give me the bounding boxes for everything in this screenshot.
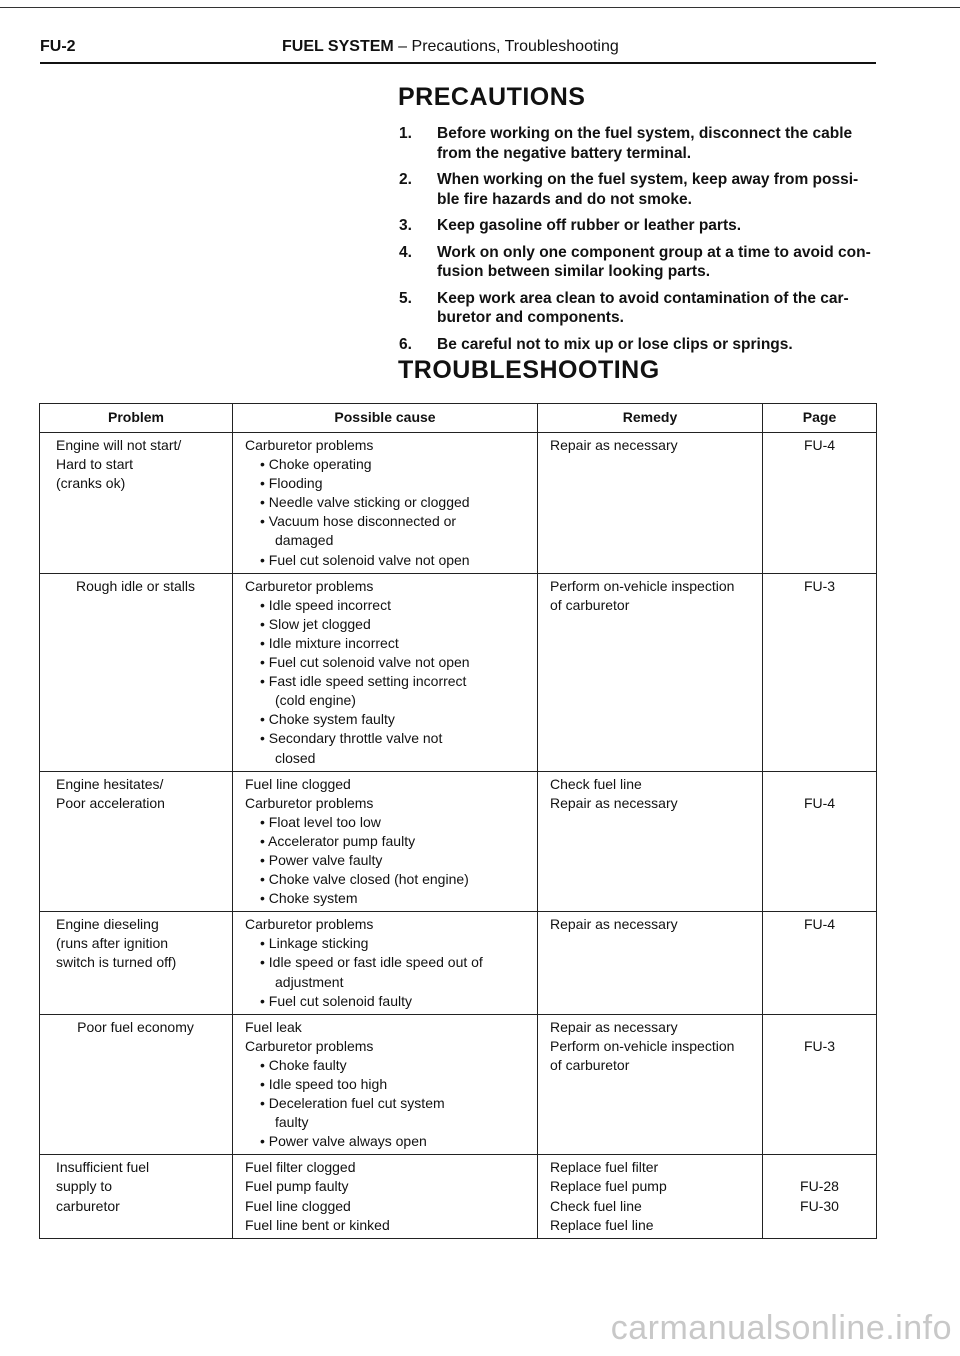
problem-text: Hard to start [56, 456, 134, 473]
problem-text: Poor acceleration [56, 794, 165, 811]
table-row [40, 1014, 877, 1155]
top-rule [0, 7, 960, 8]
problem-text: (runs after ignition [56, 935, 169, 952]
cause-text: • Idle mixture incorrect [260, 634, 399, 651]
problem-text: Insufficient fuel [56, 1159, 150, 1176]
cause-text: • Choke system faulty [260, 711, 395, 728]
table-row [40, 433, 877, 574]
troubleshooting-table [39, 403, 877, 1239]
problem-cell [40, 433, 233, 574]
page-cell [763, 771, 877, 912]
cause-text: • Choke faulty [260, 1056, 347, 1073]
cause-cell [233, 433, 538, 574]
remedy-cell [538, 1155, 763, 1238]
remedy-text: Check fuel line [550, 1197, 642, 1214]
remedy-text: Repair as necessary [550, 437, 678, 453]
table-row [40, 573, 877, 771]
cause-cell [233, 771, 538, 912]
page-cell [763, 1155, 877, 1238]
page-reference: FU-3 [803, 1037, 836, 1054]
cause-text: closed [275, 749, 316, 766]
page-reference: FU-4 [803, 794, 836, 811]
column-header-cause: Possible cause [233, 404, 538, 433]
table-body [40, 433, 877, 1239]
problem-text: Engine will not start/ [56, 437, 182, 453]
remedy-text: Replace fuel pump [550, 1178, 667, 1195]
cause-text: • Linkage sticking [260, 935, 369, 952]
precaution-number: 6. [399, 335, 412, 353]
table-row [40, 1155, 877, 1238]
problem-cell [40, 1014, 233, 1155]
cause-text: • Choke operating [260, 456, 372, 473]
cause-text: • Idle speed incorrect [260, 596, 391, 613]
column-header-remedy: Remedy [538, 404, 763, 433]
precaution-item [398, 170, 878, 209]
remedy-text: Perform on-vehicle inspection [550, 577, 735, 594]
watermark: carmanualsonline.info [610, 1309, 952, 1347]
troubleshooting-heading: TROUBLESHOOTING [398, 356, 660, 384]
cause-cell [233, 1155, 538, 1238]
cause-text: • Idle speed too high [260, 1076, 388, 1092]
cause-text: adjustment [275, 973, 344, 990]
remedy-text: Replace fuel filter [550, 1159, 659, 1176]
remedy-cell [538, 1014, 763, 1155]
cause-text: Fuel leak [245, 1018, 302, 1035]
page-cell [763, 1014, 877, 1155]
problem-text: supply to [56, 1178, 113, 1195]
precaution-text: Keep work area clean to avoid contamination of the car- [437, 289, 849, 307]
cause-text: Fuel line clogged [245, 1197, 351, 1214]
precaution-text: Before working on the fuel system, disconnect the cable [437, 125, 853, 142]
precautions-heading: PRECAUTIONS [398, 83, 586, 111]
cause-text: • Fuel cut solenoid valve not open [260, 551, 470, 568]
page-number: FU-2 [40, 38, 76, 55]
cause-text: Carburetor problems [245, 437, 374, 453]
cause-text: (cold engine) [275, 692, 356, 709]
precaution-item [398, 335, 878, 355]
precaution-text: fusion between similar looking parts. [437, 263, 711, 280]
cause-text: • Fuel cut solenoid valve not open [260, 654, 470, 671]
cause-text: • Choke valve closed (hot engine) [260, 871, 469, 888]
cause-text: • Secondary throttle valve not [260, 730, 443, 747]
remedy-text: of carburetor [550, 596, 630, 613]
remedy-text: Repair as necessary [550, 794, 678, 811]
header-title [282, 38, 619, 56]
precaution-text: Work on only one component group at a time to avoid con- [437, 243, 871, 261]
page-cell [763, 433, 877, 574]
cause-text: damaged [275, 532, 334, 549]
cause-text: • Idle speed or fast idle speed out of [260, 954, 483, 971]
precaution-number: 2. [399, 171, 412, 188]
problem-cell [40, 573, 233, 771]
page-reference: FU-30 [800, 1197, 839, 1214]
table-row [40, 912, 877, 1014]
cause-text: • Accelerator pump faulty [260, 832, 416, 849]
precaution-item [398, 216, 878, 236]
section-subtitle: – Precautions, Troubleshooting [398, 38, 619, 55]
cause-text: Fuel line bent or kinked [245, 1216, 390, 1233]
precaution-text: Be careful not to mix up or lose clips or springs. [437, 335, 793, 353]
problem-cell [40, 771, 233, 912]
remedy-cell [538, 771, 763, 912]
page-reference [764, 775, 875, 794]
cause-text: Fuel filter clogged [245, 1159, 356, 1176]
cause-text: • Power valve always open [260, 1133, 427, 1150]
cause-text: Fuel line clogged [245, 775, 351, 792]
precaution-item [398, 243, 878, 282]
precaution-number: 1. [399, 125, 412, 142]
cause-text: Carburetor problems [245, 577, 374, 594]
cause-text: Carburetor problems [245, 794, 374, 811]
section-name: FUEL SYSTEM [282, 38, 394, 55]
cause-text: • Fast idle speed setting incorrect [260, 673, 467, 690]
problem-text: Engine dieseling [56, 916, 159, 933]
page-cell [763, 573, 877, 771]
page-reference [764, 1018, 875, 1037]
cause-text: Fuel pump faulty [245, 1178, 349, 1195]
cause-text: • Fuel cut solenoid faulty [260, 992, 412, 1009]
page-reference: FU-3 [803, 577, 836, 594]
cause-text: Carburetor problems [245, 916, 374, 933]
remedy-text: of carburetor [550, 1056, 630, 1073]
problem-cell [40, 912, 233, 1014]
column-header-problem: Problem [40, 404, 233, 433]
problem-cell [40, 1155, 233, 1238]
page-cell [763, 912, 877, 1014]
remedy-text: Repair as necessary [550, 916, 678, 933]
precaution-item [398, 289, 878, 328]
cause-text: • Power valve faulty [260, 851, 383, 868]
remedy-text: Check fuel line [550, 775, 642, 792]
remedy-text: Replace fuel line [550, 1216, 654, 1233]
page-reference: FU-4 [803, 437, 836, 453]
precaution-text: Keep gasoline off rubber or leather parts. [437, 217, 742, 234]
cause-text: • Deceleration fuel cut system [260, 1095, 445, 1112]
cause-text: • Float level too low [260, 813, 381, 830]
precautions-list [398, 124, 878, 361]
precaution-item [398, 124, 878, 163]
cause-text: • Vacuum hose disconnected or [260, 513, 457, 530]
precaution-number: 5. [399, 289, 412, 307]
problem-text: Rough idle or stalls [75, 577, 196, 594]
precaution-text: from the negative battery terminal. [437, 144, 692, 162]
cause-text: • Needle valve sticking or clogged [260, 494, 470, 511]
problem-text: Engine hesitates/ [56, 775, 164, 792]
cause-cell [233, 1014, 538, 1155]
precaution-number: 4. [399, 243, 412, 261]
precaution-text: When working on the fuel system, keep away from possi- [437, 171, 859, 188]
precaution-text: ble fire hazards and do not smoke. [437, 190, 692, 208]
remedy-text: Perform on-vehicle inspection [550, 1037, 735, 1054]
cause-cell [233, 912, 538, 1014]
cause-text: faulty [275, 1114, 309, 1131]
page-header [40, 38, 876, 64]
column-header-page: Page [763, 404, 877, 433]
page-reference [764, 1158, 875, 1177]
precaution-number: 3. [399, 217, 412, 234]
table-row [40, 771, 877, 912]
cause-text: • Slow jet clogged [260, 615, 371, 632]
page-reference: FU-28 [800, 1178, 839, 1195]
cause-text: • Choke system [260, 890, 358, 907]
precaution-text: buretor and components. [437, 309, 624, 326]
cause-cell [233, 573, 538, 771]
remedy-cell [538, 433, 763, 574]
remedy-cell [538, 912, 763, 1014]
cause-text: • Flooding [260, 475, 323, 492]
remedy-text: Repair as necessary [550, 1018, 678, 1035]
problem-text: (cranks ok) [56, 475, 126, 492]
remedy-cell [538, 573, 763, 771]
problem-text: Poor fuel economy [77, 1018, 194, 1035]
page-reference: FU-4 [803, 916, 836, 933]
table-header-row [40, 404, 877, 433]
problem-text: carburetor [56, 1197, 120, 1214]
cause-text: Carburetor problems [245, 1037, 374, 1054]
problem-text: switch is turned off) [56, 954, 177, 971]
